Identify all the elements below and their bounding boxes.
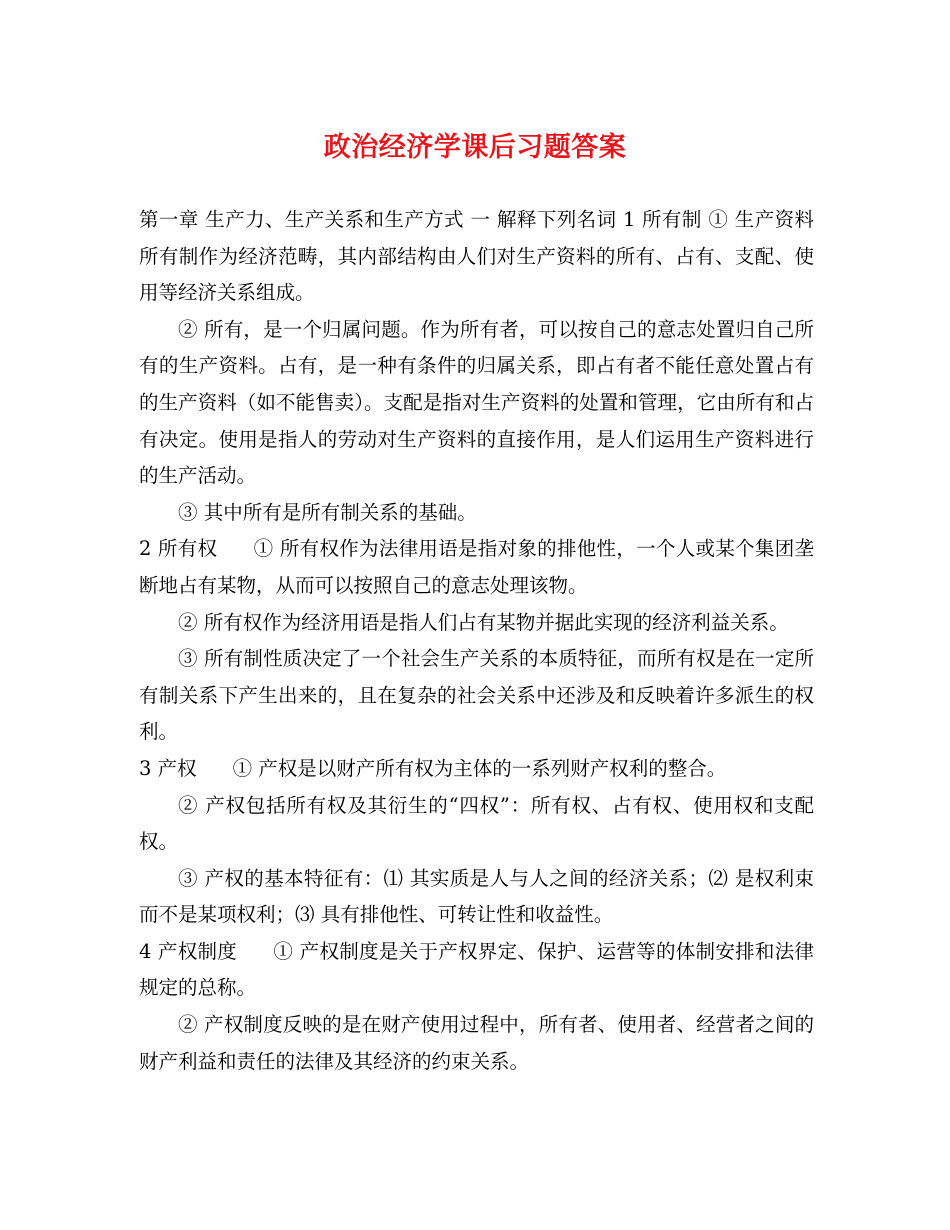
- paragraph: [139, 751, 814, 788]
- term-heading: 2 所有权: [139, 537, 218, 561]
- document-body: [139, 202, 814, 1080]
- paragraph: [139, 531, 814, 604]
- paragraph-text: ① 产权制度是关于产权界定、保护、运营等的体制安排和法律规定的总称。: [139, 939, 814, 1000]
- paragraph-text: ② 所有，是一个归属问题。作为所有者，可以按自己的意志处置归自己所有的生产资料。占有，是一种有条件的归属关系，即占有者不能任意处置占有的生产资料（如不能售卖）。支配是指对生产资料的处置和管理，它由所有和占有决定。使用是指人的劳动对生产资料的直接作用，是人们运用生产资料进行的生产活动。: [139, 317, 814, 488]
- paragraph: [139, 788, 814, 861]
- paragraph: [139, 202, 814, 312]
- term-heading: 4 产权制度: [139, 939, 238, 963]
- paragraph-text: ② 所有权作为经济用语是指人们占有某物并据此实现的经济利益关系。: [178, 610, 789, 634]
- paragraph-text: ② 产权制度反映的是在财产使用过程中，所有者、使用者、经营者之间的财产利益和责任的法律及其经济的约束关系。: [139, 1013, 814, 1073]
- paragraph: [139, 605, 814, 642]
- paragraph-text: ③ 所有制性质决定了一个社会生产关系的本质特征，而所有权是在一定所有制关系下产生出来的，且在复杂的社会关系中还涉及和反映着许多派生的权利。: [139, 647, 814, 744]
- paragraph-text: ③ 产权的基本特征有：⑴ 其实质是人与人之间的经济关系；⑵ 是权利束而不是某项权利；⑶ 具有排他性、可转让性和收益性。: [139, 866, 814, 927]
- paragraph: [139, 312, 814, 495]
- paragraph: [139, 1007, 814, 1080]
- document-title: 政治经济学课后习题答案: [323, 132, 627, 163]
- paragraph: [139, 861, 814, 934]
- paragraph-text: 第一章 生产力、生产关系和生产方式 一 解释下列名词 1 所有制 ① 生产资料所有制作为经济范畴，其内部结构由人们对生产资料的所有、占有、支配、使用等经济关系组成。: [139, 208, 814, 305]
- paragraph-text: ① 产权是以财产所有权为主体的一系列财产权利的整合。: [232, 756, 727, 780]
- paragraph-text: ③ 其中所有是所有制关系的基础。: [178, 500, 477, 524]
- paragraph-text: ② 产权包括所有权及其衍生的“四权”：所有权、占有权、使用权和支配权。: [139, 793, 814, 854]
- paragraph: [139, 641, 814, 751]
- paragraph: [139, 934, 814, 1007]
- term-heading: 3 产权: [139, 756, 197, 780]
- paragraph: [139, 495, 814, 532]
- paragraph-text: ① 所有权作为法律用语是指对象的排他性，一个人或某个集团垄断地占有某物，从而可以按照自己的意志处理该物。: [139, 537, 814, 597]
